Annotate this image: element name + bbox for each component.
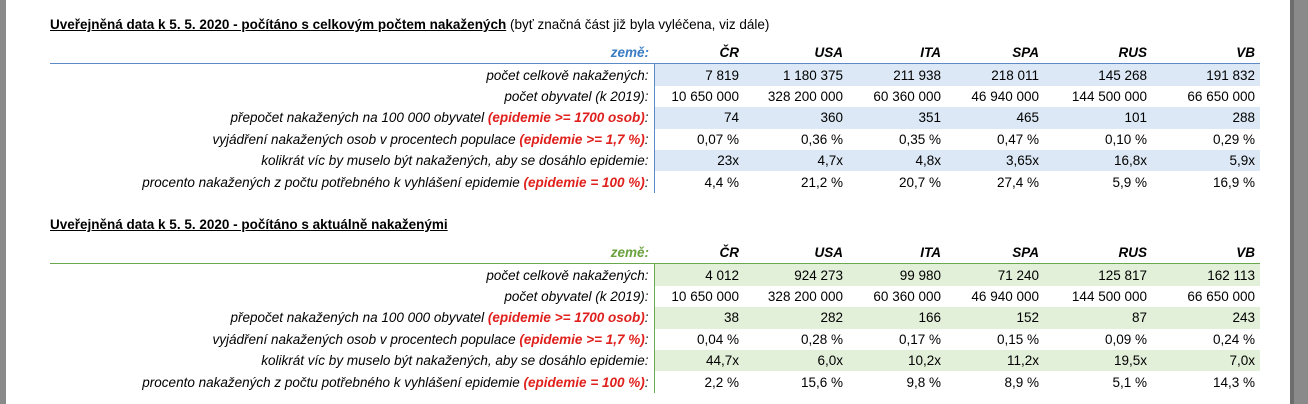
section-2-table [50,242,1260,393]
cell[interactable]: 60 360 000 [873,88,941,104]
country-header: RUS [1044,42,1152,64]
table-row [50,64,1260,86]
cell[interactable]: 351 [848,107,946,128]
table-row [50,286,1260,307]
cell[interactable]: 46 940 000 [971,288,1039,304]
cell[interactable]: 99 980 [848,264,946,286]
cell[interactable]: 0,15 % [996,331,1039,347]
row-label: počet obyvatel (k 2019): [50,86,654,107]
cell[interactable]: 74 [654,107,744,128]
cell[interactable]: 71 240 [946,264,1044,286]
table-row [50,264,1260,286]
cell[interactable]: 11,2x [946,350,1044,371]
cell[interactable]: 0,04 % [696,331,739,347]
header-label: země: [50,42,654,64]
cell[interactable]: 144 500 000 [1071,88,1147,104]
cell[interactable]: 5,1 % [1112,374,1147,390]
row-label: počet obyvatel (k 2019): [50,286,654,307]
cell[interactable]: 16,9 % [1212,174,1255,190]
cell[interactable]: 0,36 % [800,131,843,147]
table-row [50,86,1260,107]
table-row [50,171,1260,192]
cell[interactable]: 924 273 [744,264,848,286]
cell[interactable]: 7 819 [654,64,744,86]
cell[interactable]: 0,10 % [1104,131,1147,147]
cell[interactable]: 10 650 000 [671,88,739,104]
cell[interactable]: 328 200 000 [767,88,843,104]
table-header-row [50,242,1260,264]
cell[interactable]: 4,4 % [704,174,739,190]
cell[interactable]: 328 200 000 [767,288,843,304]
country-header: VB [1152,242,1260,264]
country-header: ČR [654,242,744,264]
cell[interactable]: 282 [744,307,848,328]
table-row [50,107,1260,128]
section-1-title-main: Uveřejněná data k 5. 5. 2020 - počítáno s celkovým počtem nakažených [50,17,507,32]
cell[interactable]: 60 360 000 [873,288,941,304]
row-label: kolikrát víc by muselo být nakažených, aby se dosáhlo epidemie: [50,350,654,371]
cell[interactable]: 1 180 375 [744,64,848,86]
cell[interactable]: 0,47 % [996,131,1039,147]
cell[interactable]: 20,7 % [898,174,941,190]
cell[interactable]: 66 650 000 [1187,288,1255,304]
cell[interactable]: 166 [848,307,946,328]
cell[interactable]: 66 650 000 [1187,88,1255,104]
country-header: ITA [848,42,946,64]
country-header: SPA [946,42,1044,64]
cell[interactable]: 27,4 % [996,174,1039,190]
cell[interactable]: 144 500 000 [1071,288,1147,304]
section-2-title [50,217,448,232]
table-row [50,329,1260,350]
country-header: ITA [848,242,946,264]
table-row [50,307,1260,328]
cell[interactable]: 4,7x [744,150,848,171]
cell[interactable]: 14,3 % [1212,374,1255,390]
cell[interactable]: 8,9 % [1004,374,1039,390]
header-label: země: [50,242,654,264]
epidemic-threshold-note: (epidemie >= 1,7 %) [519,131,645,147]
cell[interactable]: 5,9 % [1112,174,1147,190]
row-label: vyjádření nakažených osob v procentech populace (epidemie >= 1,7 %): [50,329,654,350]
cell[interactable]: 211 938 [848,64,946,86]
table-row [50,371,1260,392]
cell[interactable]: 6,0x [744,350,848,371]
cell[interactable]: 19,5x [1044,350,1152,371]
row-label: přepočet nakažených na 100 000 obyvatel (epidemie >= 1700 osob): [50,307,654,328]
cell[interactable]: 44,7x [654,350,744,371]
section-2-title-main: Uveřejněná data k 5. 5. 2020 - počítáno s aktuálně nakaženými [50,217,448,232]
country-header: VB [1152,42,1260,64]
cell[interactable]: 16,8x [1044,150,1152,171]
cell[interactable]: 101 [1044,107,1152,128]
cell[interactable]: 243 [1152,307,1260,328]
section-1-table [50,42,1260,193]
epidemic-threshold-note: (epidemie = 100 %) [523,174,645,190]
table-header-row [50,42,1260,64]
epidemic-threshold-note: (epidemie >= 1,7 %) [519,331,645,347]
epidemic-threshold-note: (epidemie >= 1700 osob) [487,310,645,326]
row-label: kolikrát víc by muselo být nakažených, aby se dosáhlo epidemie: [50,150,654,171]
cell[interactable]: 0,09 % [1104,331,1147,347]
cell[interactable]: 0,28 % [800,331,843,347]
cell[interactable]: 191 832 [1152,64,1260,86]
epidemic-threshold-note: (epidemie >= 1700 osob) [487,110,645,126]
cell[interactable]: 3,65x [946,150,1044,171]
cell[interactable]: 5,9x [1152,150,1260,171]
row-label: procento nakažených z počtu potřebného k vyhlášení epidemie (epidemie = 100 %): [50,171,654,192]
table-row [50,129,1260,150]
spreadsheet-page [6,0,1290,404]
country-header: USA [744,242,848,264]
row-label: počet celkově nakažených: [50,64,654,86]
cell[interactable]: 125 817 [1044,264,1152,286]
cell[interactable]: 4,8x [848,150,946,171]
section-1-title-note: (byť značná část již byla vyléčena, viz dále) [506,17,770,32]
cell[interactable]: 4 012 [654,264,744,286]
cell[interactable]: 288 [1152,107,1260,128]
section-1-title [50,17,769,32]
country-header: ČR [654,42,744,64]
row-label: přepočet nakažených na 100 000 obyvatel (epidemie >= 1700 osob): [50,107,654,128]
cell[interactable]: 0,24 % [1212,331,1255,347]
table-row [50,150,1260,171]
country-header: RUS [1044,242,1152,264]
cell[interactable]: 0,07 % [696,131,739,147]
table-row [50,350,1260,371]
cell[interactable]: 360 [744,107,848,128]
cell[interactable]: 162 113 [1152,264,1260,286]
cell[interactable]: 46 940 000 [971,88,1039,104]
cell[interactable]: 10,2x [848,350,946,371]
cell[interactable]: 2,2 % [704,374,739,390]
cell[interactable]: 87 [1044,307,1152,328]
cell[interactable]: 7,0x [1152,350,1260,371]
cell[interactable]: 21,2 % [800,174,843,190]
cell[interactable]: 152 [946,307,1044,328]
epidemic-threshold-note: (epidemie = 100 %) [523,374,645,390]
country-header: USA [744,42,848,64]
cell[interactable]: 38 [654,307,744,328]
cell[interactable]: 145 268 [1044,64,1152,86]
cell[interactable]: 9,8 % [906,374,941,390]
country-header: SPA [946,242,1044,264]
cell[interactable]: 465 [946,107,1044,128]
row-label: procento nakažených z počtu potřebného k vyhlášení epidemie (epidemie = 100 %): [50,371,654,392]
cell[interactable]: 218 011 [946,64,1044,86]
page-shadow [1290,0,1294,404]
cell[interactable]: 23x [654,150,744,171]
cell[interactable]: 0,29 % [1212,131,1255,147]
row-label: počet celkově nakažených: [50,264,654,286]
row-label: vyjádření nakažených osob v procentech populace (epidemie >= 1,7 %): [50,129,654,150]
cell[interactable]: 0,17 % [898,331,941,347]
cell[interactable]: 15,6 % [800,374,843,390]
cell[interactable]: 0,35 % [898,131,941,147]
cell[interactable]: 10 650 000 [671,288,739,304]
